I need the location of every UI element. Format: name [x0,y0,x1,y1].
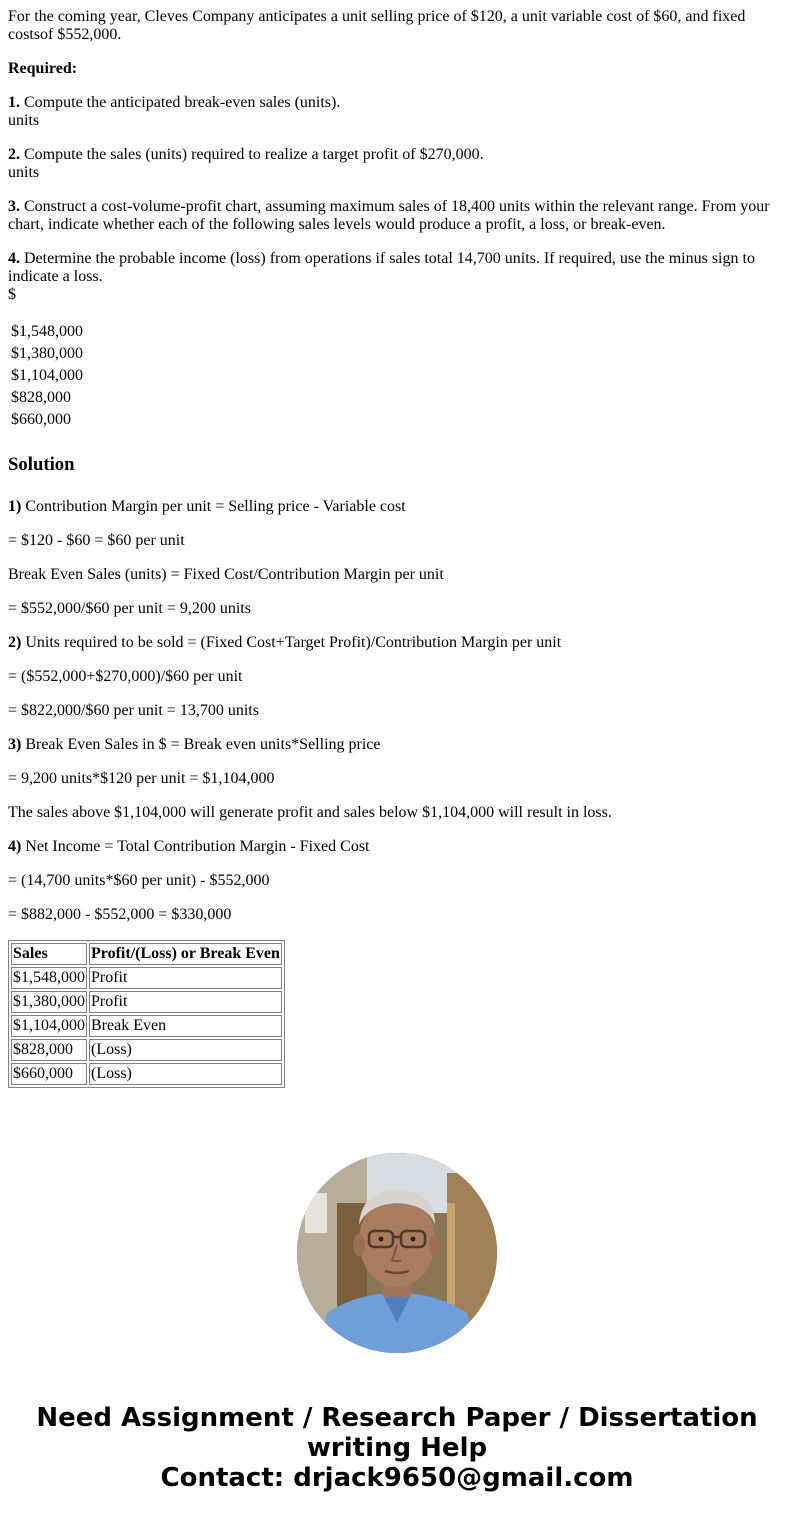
required-label: Required: [8,60,78,77]
question-item-2 [8,146,786,182]
sales-level: $1,380,000 [11,345,83,362]
table-row [11,1015,282,1037]
solution-text: The sales above $1,104,000 will generate profit and sales below $1,104,000 will result in loss. [8,804,612,821]
question-item-1 [8,94,786,130]
question-intro: For the coming year, Cleves Company anticipates a unit selling price of $120, a unit variable cost of $60, and fixed costsof $552,000. [8,8,746,43]
list-item [10,322,84,342]
solution-line [8,804,786,822]
solution-text: Contribution Margin per unit = Selling price - Variable cost [21,498,406,515]
footer-banner [0,1403,794,1493]
list-item [10,366,84,386]
portrait-image [297,1153,497,1353]
answer-unit: $ [8,286,16,303]
table-cell: Break Even [89,1015,282,1037]
question-item-4 [8,250,786,304]
question-text: Compute the anticipated break-even sales (units). [20,94,341,111]
column-header: Sales [11,943,87,965]
solution-text: = 9,200 units*$120 per unit = $1,104,000 [8,770,275,787]
solution-line [8,532,786,550]
question-text: Determine the probable income (loss) from operations if sales total 14,700 units. If required, use the minus sign to indicate a loss. [8,250,755,285]
solution-text: Break Even Sales (units) = Fixed Cost/Contribution Margin per unit [8,566,444,583]
solution-line [8,498,786,516]
question-text: Construct a cost-volume-profit chart, assuming maximum sales of 18,400 units within the relevant range. From your chart, indicate whether each of the following sales levels would produce a profit, a loss, or break-even. [8,198,770,233]
avatar [297,1153,497,1353]
table-row [11,1039,282,1061]
sales-level: $1,548,000 [11,323,83,340]
footer-line: Need Assignment / Research Paper / Dissertation [36,1403,758,1433]
result-table [8,940,285,1088]
solution-line [8,600,786,618]
question-item-3 [8,198,786,234]
solution-number: 2) [8,634,22,651]
solution-number: 3) [8,736,22,753]
answer-unit: units [8,112,40,129]
table-cell: $1,380,000 [11,991,87,1013]
document-body [8,8,786,1088]
list-item [10,344,84,364]
solution-text: Break Even Sales in $ = Break even units*Selling price [21,736,381,753]
table-cell: $828,000 [11,1039,87,1061]
solution-body [8,498,786,1088]
solution-heading: Solution [8,454,75,475]
sales-level: $828,000 [11,389,71,406]
solution-text: Net Income = Total Contribution Margin - Fixed Cost [21,838,370,855]
question-number: 4. [8,250,20,267]
solution-line [8,770,786,788]
footer-contact: Contact: drjack9650@gmail.com [160,1463,634,1493]
list-item [10,388,84,408]
solution-text: = (14,700 units*$60 per unit) - $552,000 [8,872,270,889]
table-cell: Profit [89,967,282,989]
footer-line: writing Help [306,1433,488,1463]
table-cell: $1,548,000 [11,967,87,989]
question-text: Compute the sales (units) required to realize a target profit of $270,000. [20,146,484,163]
solution-text: = $552,000/$60 per unit = 9,200 units [8,600,251,617]
solution-line [8,906,786,924]
sales-levels-list [8,320,86,432]
question-number: 2. [8,146,20,163]
table-cell: $1,104,000 [11,1015,87,1037]
solution-line [8,736,786,754]
table-cell: Profit [89,991,282,1013]
table-cell: (Loss) [89,1039,282,1061]
question-number: 3. [8,198,20,215]
required-heading [8,60,786,78]
table-header-row [11,943,282,965]
solution-line [8,838,786,856]
sales-level: $660,000 [11,411,71,428]
solution-text: Units required to be sold = (Fixed Cost+Target Profit)/Contribution Margin per unit [21,634,562,651]
solution-text: = $120 - $60 = $60 per unit [8,532,185,549]
solution-line [8,702,786,720]
solution-number: 1) [8,498,22,515]
table-row [11,1063,282,1085]
list-item [10,410,84,430]
column-header: Profit/(Loss) or Break Even [89,943,282,965]
table-row [11,991,282,1013]
solution-text: = $882,000 - $552,000 = $330,000 [8,906,232,923]
answer-unit: units [8,164,40,181]
solution-line [8,634,786,652]
question-number: 1. [8,94,20,111]
solution-number: 4) [8,838,22,855]
solution-line [8,566,786,584]
table-row [11,967,282,989]
table-cell: $660,000 [11,1063,87,1085]
table-cell: (Loss) [89,1063,282,1085]
solution-line [8,668,786,686]
solution-text: = $822,000/$60 per unit = 13,700 units [8,702,259,719]
sales-level: $1,104,000 [11,367,83,384]
solution-line [8,872,786,890]
solution-text: = ($552,000+$270,000)/$60 per unit [8,668,243,685]
